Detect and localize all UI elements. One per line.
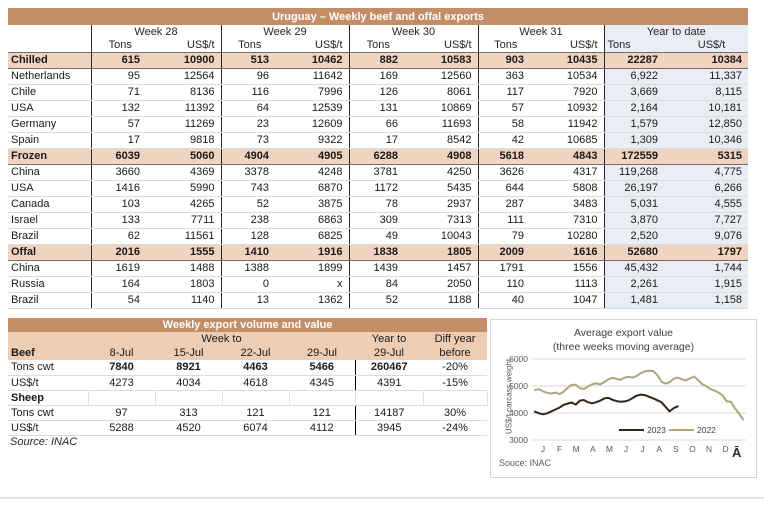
cell-value: 1410 bbox=[221, 244, 278, 260]
cell-value: 3483 bbox=[533, 196, 604, 212]
cell-value: 23 bbox=[221, 116, 278, 132]
cell-value: 22287 bbox=[604, 52, 675, 68]
usdt-header: US$/t bbox=[186, 39, 215, 52]
table-row bbox=[8, 180, 748, 196]
cell-value: 9818 bbox=[149, 132, 221, 148]
diff-value: 30% bbox=[423, 405, 487, 420]
weekly-volume-table bbox=[8, 318, 488, 436]
x-tick-label: O bbox=[689, 444, 696, 454]
category-row bbox=[8, 52, 748, 68]
table-title-row bbox=[8, 318, 487, 332]
cell-value: 1805 bbox=[407, 244, 478, 260]
cell-value: 12539 bbox=[278, 100, 349, 116]
usdt-header: US$/t bbox=[314, 39, 343, 52]
cell-value: 5808 bbox=[533, 180, 604, 196]
cell-value: 4112 bbox=[289, 420, 355, 435]
cell-value: 10,346 bbox=[675, 132, 748, 148]
row-label: Chilled bbox=[8, 52, 91, 68]
cell-value: 882 bbox=[349, 52, 407, 68]
x-tick-label: M bbox=[605, 444, 613, 454]
cell-value: 73 bbox=[221, 132, 278, 148]
table-row bbox=[8, 420, 487, 435]
cell-value: 131 bbox=[349, 100, 407, 116]
row-label: Offal bbox=[8, 244, 91, 260]
cell-value: 6825 bbox=[278, 228, 349, 244]
cell-value: 17 bbox=[349, 132, 407, 148]
cell-value: 644 bbox=[478, 180, 533, 196]
cell-value: 62 bbox=[91, 228, 149, 244]
tons-header: Tons bbox=[91, 39, 149, 52]
weekly-table-title: Weekly export volume and value bbox=[8, 318, 487, 332]
cell-value: 1,579 bbox=[604, 116, 675, 132]
cell-value: 164 bbox=[91, 276, 149, 292]
cell-value: 10043 bbox=[407, 228, 478, 244]
row-label: Brazil bbox=[8, 292, 91, 308]
y-tick-label: 5000 bbox=[509, 381, 528, 391]
diff-value: -15% bbox=[423, 375, 487, 390]
week-28-header: Week 28 bbox=[91, 25, 221, 39]
cell-value: 4843 bbox=[533, 148, 604, 164]
row-label: Frozen bbox=[8, 148, 91, 164]
cell-value: 3,669 bbox=[604, 84, 675, 100]
cell-value: 1916 bbox=[278, 244, 349, 260]
table-row bbox=[8, 360, 487, 375]
cell-value: 313 bbox=[155, 405, 222, 420]
x-tick-label: A bbox=[589, 444, 596, 454]
cell-value: 287 bbox=[478, 196, 533, 212]
cell-value: 1838 bbox=[349, 244, 407, 260]
row-label: China bbox=[8, 260, 91, 276]
cell-value: 6,922 bbox=[604, 68, 675, 84]
corner-glyph: Ā bbox=[732, 445, 742, 460]
row-label: China bbox=[8, 164, 91, 180]
cell-value: 52 bbox=[221, 196, 278, 212]
year-to-value: 4391 bbox=[355, 375, 423, 390]
cell-value: 9,076 bbox=[675, 228, 748, 244]
units-header-row bbox=[8, 39, 748, 52]
cell-value: 6863 bbox=[278, 212, 349, 228]
cell-value: 121 bbox=[222, 405, 289, 420]
cell-value: 13 bbox=[221, 292, 278, 308]
cell-value: 11561 bbox=[149, 228, 221, 244]
chart-source-note: Souce: INAC bbox=[499, 458, 552, 468]
x-tick-label: J bbox=[640, 444, 645, 454]
cell-value: 1188 bbox=[407, 292, 478, 308]
cell-value: 1797 bbox=[675, 244, 748, 260]
exports-table bbox=[8, 8, 748, 309]
cell-value: 8542 bbox=[407, 132, 478, 148]
table-row bbox=[8, 405, 487, 420]
ytd-tons-header: Tons bbox=[604, 39, 675, 52]
table-row bbox=[8, 292, 748, 308]
tons-header: Tons bbox=[349, 39, 407, 52]
year-to-value bbox=[355, 390, 423, 405]
cell-value: 1047 bbox=[533, 292, 604, 308]
cell-value: 116 bbox=[221, 84, 278, 100]
cell-value: 2937 bbox=[407, 196, 478, 212]
cell-value: 5315 bbox=[675, 148, 748, 164]
cell-value: 52 bbox=[349, 292, 407, 308]
cell-value: 103 bbox=[91, 196, 149, 212]
week-to-header: Week to bbox=[88, 332, 355, 346]
cell-value: 5,031 bbox=[604, 196, 675, 212]
cell-value: 309 bbox=[349, 212, 407, 228]
cell-value: 11,337 bbox=[675, 68, 748, 84]
chart-subtitle: (three weeks moving average) bbox=[552, 341, 695, 353]
row-label: Netherlands bbox=[8, 68, 91, 84]
cell-value: x bbox=[278, 276, 349, 292]
date-header: 15-Jul bbox=[155, 346, 222, 360]
cell-value: 10280 bbox=[533, 228, 604, 244]
cell-value: 66 bbox=[349, 116, 407, 132]
group-header-row bbox=[8, 332, 487, 346]
cell-value: 5990 bbox=[149, 180, 221, 196]
year-to-value: 260467 bbox=[355, 360, 423, 375]
cell-value: 1457 bbox=[407, 260, 478, 276]
cell-value: 8921 bbox=[155, 360, 222, 375]
week-header-row bbox=[8, 25, 748, 39]
cell-value: 1388 bbox=[221, 260, 278, 276]
row-label: USA bbox=[8, 100, 91, 116]
cell-value: 1555 bbox=[149, 244, 221, 260]
row-label: Sheep bbox=[8, 390, 88, 405]
cell-value: 1488 bbox=[149, 260, 221, 276]
row-label: Canada bbox=[8, 196, 91, 212]
cell-value: 8061 bbox=[407, 84, 478, 100]
cell-value: 2016 bbox=[91, 244, 149, 260]
cell-value: 169 bbox=[349, 68, 407, 84]
cell-value: 84 bbox=[349, 276, 407, 292]
date-header: 22-Jul bbox=[222, 346, 289, 360]
cell-value: 172559 bbox=[604, 148, 675, 164]
cell-value: 7711 bbox=[149, 212, 221, 228]
cell-value: 1616 bbox=[533, 244, 604, 260]
cell-value: 1556 bbox=[533, 260, 604, 276]
cell-value: 11942 bbox=[533, 116, 604, 132]
cell-value: 1899 bbox=[278, 260, 349, 276]
series-line-2023 bbox=[535, 395, 678, 415]
year-to-value: 3945 bbox=[355, 420, 423, 435]
cell-value: 57 bbox=[478, 100, 533, 116]
date-header-row bbox=[8, 346, 487, 360]
cell-value bbox=[289, 390, 355, 405]
table-row bbox=[8, 132, 748, 148]
diff-value bbox=[423, 390, 487, 405]
cell-value: 126 bbox=[349, 84, 407, 100]
cell-value: 6039 bbox=[91, 148, 149, 164]
table-row bbox=[8, 212, 748, 228]
cell-value: 26,197 bbox=[604, 180, 675, 196]
cell-value: 4034 bbox=[155, 375, 222, 390]
cell-value: 363 bbox=[478, 68, 533, 84]
table-row bbox=[8, 375, 487, 390]
cell-value: 5288 bbox=[88, 420, 155, 435]
cell-value: 64 bbox=[221, 100, 278, 116]
cell-value: 10534 bbox=[533, 68, 604, 84]
cell-value: 3626 bbox=[478, 164, 533, 180]
cell-value: 1,158 bbox=[675, 292, 748, 308]
x-tick-label: D bbox=[722, 444, 729, 454]
cell-value: 17 bbox=[91, 132, 149, 148]
x-tick-label: A bbox=[656, 444, 663, 454]
cell-value: 5466 bbox=[289, 360, 355, 375]
cell-value: 119,268 bbox=[604, 164, 675, 180]
x-tick-label: M bbox=[572, 444, 580, 454]
cell-value: 10462 bbox=[278, 52, 349, 68]
cell-value: 1362 bbox=[278, 292, 349, 308]
cell-value: 4520 bbox=[155, 420, 222, 435]
ytd-usdt-header: US$/t bbox=[675, 39, 748, 52]
cell-value: 8,115 bbox=[675, 84, 748, 100]
cell-value: 128 bbox=[221, 228, 278, 244]
cell-value: 12560 bbox=[407, 68, 478, 84]
cell-value: 5618 bbox=[478, 148, 533, 164]
row-label: USA bbox=[8, 180, 91, 196]
cell-value: 1,481 bbox=[604, 292, 675, 308]
cell-value: 4463 bbox=[222, 360, 289, 375]
legend-label-2023: 2023 bbox=[647, 425, 666, 435]
cell-value: 111 bbox=[478, 212, 533, 228]
year-to-value: 14187 bbox=[355, 405, 423, 420]
cell-value: 11693 bbox=[407, 116, 478, 132]
cell-value: 10932 bbox=[533, 100, 604, 116]
cell-value: 11642 bbox=[278, 68, 349, 84]
row-label: US$/t bbox=[8, 420, 88, 435]
diff-year-header: Diff year bbox=[423, 332, 487, 346]
table-row bbox=[8, 196, 748, 212]
cell-value: 4908 bbox=[407, 148, 478, 164]
cell-value: 10583 bbox=[407, 52, 478, 68]
cell-value: 11392 bbox=[149, 100, 221, 116]
cell-value: 96 bbox=[221, 68, 278, 84]
cell-value: 12609 bbox=[278, 116, 349, 132]
cell-value bbox=[155, 390, 222, 405]
chart-title: Average export value bbox=[573, 327, 674, 339]
cell-value: 79 bbox=[478, 228, 533, 244]
week-31-header: Week 31 bbox=[478, 25, 604, 39]
cell-value: 7840 bbox=[88, 360, 155, 375]
year-to-header: Year to bbox=[355, 332, 423, 346]
week-29-header: Week 29 bbox=[221, 25, 349, 39]
chart-y-axis-label: US$/t carcass weight bbox=[504, 358, 514, 435]
cell-value: 1439 bbox=[349, 260, 407, 276]
row-label: Tons cwt bbox=[8, 360, 88, 375]
cell-value bbox=[222, 390, 289, 405]
y-tick-label: 4000 bbox=[509, 408, 528, 418]
cell-value: 133 bbox=[91, 212, 149, 228]
cell-value: 8136 bbox=[149, 84, 221, 100]
cell-value: 10384 bbox=[675, 52, 748, 68]
cell-value: 57 bbox=[91, 116, 149, 132]
cell-value: 10869 bbox=[407, 100, 478, 116]
exports-table-title: Uruguay – Weekly beef and offal exports bbox=[8, 8, 748, 25]
cell-value: 5060 bbox=[149, 148, 221, 164]
cell-value: 3875 bbox=[278, 196, 349, 212]
cell-value: 4,775 bbox=[675, 164, 748, 180]
cell-value: 121 bbox=[289, 405, 355, 420]
cell-value: 3781 bbox=[349, 164, 407, 180]
cell-value: 2,164 bbox=[604, 100, 675, 116]
cell-value: 45,432 bbox=[604, 260, 675, 276]
cell-value: 1,915 bbox=[675, 276, 748, 292]
table-row bbox=[8, 260, 748, 276]
cell-value: 10435 bbox=[533, 52, 604, 68]
cell-value: 2,261 bbox=[604, 276, 675, 292]
cell-value: 42 bbox=[478, 132, 533, 148]
row-label: Spain bbox=[8, 132, 91, 148]
legend-label-2022: 2022 bbox=[697, 425, 716, 435]
y-tick-label: 6000 bbox=[509, 354, 528, 364]
cell-value: 4345 bbox=[289, 375, 355, 390]
cell-value: 2,520 bbox=[604, 228, 675, 244]
cell-value: 903 bbox=[478, 52, 533, 68]
export-value-chart bbox=[490, 319, 757, 478]
cell-value: 1172 bbox=[349, 180, 407, 196]
cell-value: 3660 bbox=[91, 164, 149, 180]
cell-value: 78 bbox=[349, 196, 407, 212]
cell-value: 10900 bbox=[149, 52, 221, 68]
before-header: before bbox=[423, 346, 487, 360]
beef-section-label: Beef bbox=[8, 346, 88, 360]
table-row bbox=[8, 84, 748, 100]
cell-value: 12,850 bbox=[675, 116, 748, 132]
cell-value: 10685 bbox=[533, 132, 604, 148]
row-label: Chile bbox=[8, 84, 91, 100]
cell-value: 4317 bbox=[533, 164, 604, 180]
cell-value: 117 bbox=[478, 84, 533, 100]
cell-value: 6,266 bbox=[675, 180, 748, 196]
cell-value: 97 bbox=[88, 405, 155, 420]
cell-value: 54 bbox=[91, 292, 149, 308]
cell-value: 9322 bbox=[278, 132, 349, 148]
cell-value: 1416 bbox=[91, 180, 149, 196]
cell-value: 71 bbox=[91, 84, 149, 100]
source-note: Source: INAC bbox=[10, 436, 78, 448]
table-row bbox=[8, 68, 748, 84]
row-label: Tons cwt bbox=[8, 405, 88, 420]
cell-value: 10,181 bbox=[675, 100, 748, 116]
table-row bbox=[8, 116, 748, 132]
category-row bbox=[8, 244, 748, 260]
y-tick-label: 3000 bbox=[509, 435, 528, 445]
cell-value: 0 bbox=[221, 276, 278, 292]
cell-value: 12564 bbox=[149, 68, 221, 84]
cell-value: 7996 bbox=[278, 84, 349, 100]
bottom-divider bbox=[0, 497, 764, 499]
cell-value: 238 bbox=[221, 212, 278, 228]
cell-value: 4250 bbox=[407, 164, 478, 180]
cell-value: 513 bbox=[221, 52, 278, 68]
cell-value: 5435 bbox=[407, 180, 478, 196]
cell-value: 4618 bbox=[222, 375, 289, 390]
cell-value: 2009 bbox=[478, 244, 533, 260]
cell-value: 7313 bbox=[407, 212, 478, 228]
cell-value: 49 bbox=[349, 228, 407, 244]
cell-value bbox=[88, 390, 155, 405]
table-title-row bbox=[8, 8, 748, 25]
usdt-header: US$/t bbox=[569, 39, 598, 52]
cell-value: 52680 bbox=[604, 244, 675, 260]
usdt-header: US$/t bbox=[443, 39, 472, 52]
category-row bbox=[8, 148, 748, 164]
diff-value: -24% bbox=[423, 420, 487, 435]
tons-header: Tons bbox=[478, 39, 533, 52]
tons-header: Tons bbox=[221, 39, 278, 52]
cell-value: 1619 bbox=[91, 260, 149, 276]
cell-value: 743 bbox=[221, 180, 278, 196]
table-row bbox=[8, 276, 748, 292]
date-header: 8-Jul bbox=[88, 346, 155, 360]
x-tick-label: J bbox=[623, 444, 629, 454]
cell-value: 40 bbox=[478, 292, 533, 308]
cell-value: 7310 bbox=[533, 212, 604, 228]
cell-value: 4248 bbox=[278, 164, 349, 180]
cell-value: 132 bbox=[91, 100, 149, 116]
cell-value: 1803 bbox=[149, 276, 221, 292]
section-row bbox=[8, 390, 487, 405]
x-tick-label: N bbox=[705, 444, 713, 454]
cell-value: 7920 bbox=[533, 84, 604, 100]
year-date-header: 29-Jul bbox=[355, 346, 423, 360]
cell-value: 110 bbox=[478, 276, 533, 292]
cell-value: 1140 bbox=[149, 292, 221, 308]
cell-value: 1,309 bbox=[604, 132, 675, 148]
cell-value: 1791 bbox=[478, 260, 533, 276]
cell-value: 1113 bbox=[533, 276, 604, 292]
cell-value: 58 bbox=[478, 116, 533, 132]
cell-value: 7,727 bbox=[675, 212, 748, 228]
x-tick-label: J bbox=[540, 444, 546, 454]
year-to-date-header: Year to date bbox=[604, 25, 748, 39]
cell-value: 1,744 bbox=[675, 260, 748, 276]
cell-value: 11269 bbox=[149, 116, 221, 132]
cell-value: 2050 bbox=[407, 276, 478, 292]
row-label: Israel bbox=[8, 212, 91, 228]
cell-value: 4,555 bbox=[675, 196, 748, 212]
cell-value: 6074 bbox=[222, 420, 289, 435]
diff-value: -20% bbox=[423, 360, 487, 375]
cell-value: 4265 bbox=[149, 196, 221, 212]
cell-value: 6870 bbox=[278, 180, 349, 196]
cell-value: 4369 bbox=[149, 164, 221, 180]
table-row bbox=[8, 100, 748, 116]
cell-value: 6288 bbox=[349, 148, 407, 164]
cell-value: 615 bbox=[91, 52, 149, 68]
row-label: Germany bbox=[8, 116, 91, 132]
cell-value: 3378 bbox=[221, 164, 278, 180]
cell-value: 4904 bbox=[221, 148, 278, 164]
week-30-header: Week 30 bbox=[349, 25, 478, 39]
row-label: Russia bbox=[8, 276, 91, 292]
cell-value: 3,870 bbox=[604, 212, 675, 228]
x-tick-label: S bbox=[672, 444, 679, 454]
cell-value: 4273 bbox=[88, 375, 155, 390]
cell-value: 4905 bbox=[278, 148, 349, 164]
x-tick-label: F bbox=[556, 444, 563, 454]
date-header: 29-Jul bbox=[289, 346, 355, 360]
cell-value: 95 bbox=[91, 68, 149, 84]
table-row bbox=[8, 228, 748, 244]
row-label: US$/t bbox=[8, 375, 88, 390]
row-label: Brazil bbox=[8, 228, 91, 244]
table-row bbox=[8, 164, 748, 180]
